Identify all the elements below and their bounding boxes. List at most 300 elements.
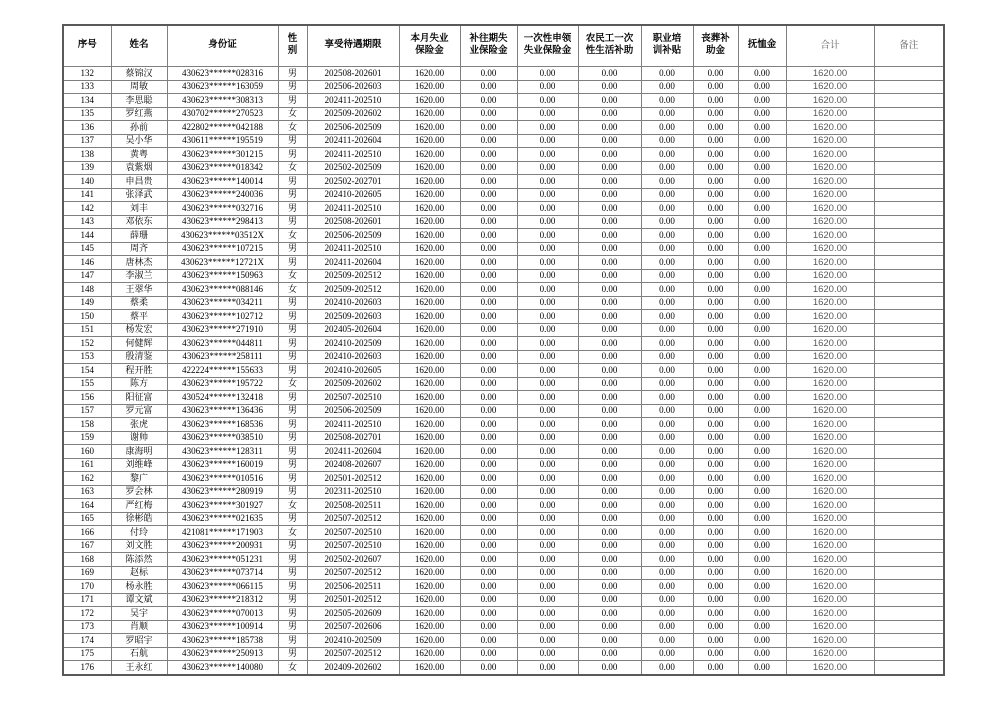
cell-total: 1620.00 [786,634,874,648]
cell-backpay: 0.00 [460,94,517,108]
cell-migrant: 0.00 [578,607,641,621]
cell-id: 422802******042188 [167,121,278,135]
cell-period: 202509-202512 [307,283,399,297]
cell-gender: 男 [278,337,307,351]
column-header-gender: 性 别 [278,25,307,67]
cell-monthly: 1620.00 [399,485,460,499]
cell-index: 162 [63,472,111,486]
cell-remark [874,80,944,94]
cell-migrant: 0.00 [578,566,641,580]
cell-period: 202501-202512 [307,593,399,607]
cell-total: 1620.00 [786,121,874,135]
table-row [63,121,944,135]
cell-name: 刘维峰 [111,458,167,472]
table-row [63,229,944,243]
cell-onetime: 0.00 [517,269,578,283]
cell-training: 0.00 [641,634,693,648]
cell-backpay: 0.00 [460,202,517,216]
cell-period: 202410-202509 [307,634,399,648]
cell-period: 202411-202604 [307,134,399,148]
cell-name: 康海明 [111,445,167,459]
cell-training: 0.00 [641,431,693,445]
cell-gender: 男 [278,580,307,594]
cell-remark [874,148,944,162]
cell-gender: 女 [278,229,307,243]
cell-onetime: 0.00 [517,566,578,580]
cell-period: 202509-202512 [307,269,399,283]
cell-training: 0.00 [641,553,693,567]
cell-name: 刘文胜 [111,539,167,553]
cell-index: 174 [63,634,111,648]
cell-total: 1620.00 [786,661,874,675]
cell-migrant: 0.00 [578,256,641,270]
cell-remark [874,539,944,553]
cell-onetime: 0.00 [517,202,578,216]
cell-migrant: 0.00 [578,539,641,553]
cell-backpay: 0.00 [460,539,517,553]
cell-funeral: 0.00 [693,458,738,472]
cell-training: 0.00 [641,377,693,391]
cell-funeral: 0.00 [693,94,738,108]
cell-training: 0.00 [641,661,693,675]
cell-index: 153 [63,350,111,364]
cell-onetime: 0.00 [517,256,578,270]
cell-funeral: 0.00 [693,445,738,459]
cell-index: 154 [63,364,111,378]
cell-training: 0.00 [641,188,693,202]
column-header-onetime: 一次性申领 失业保险金 [517,25,578,67]
table-row [63,580,944,594]
cell-name: 王翠华 [111,283,167,297]
cell-remark [874,364,944,378]
cell-name: 申昌贵 [111,175,167,189]
cell-gender: 男 [278,215,307,229]
cell-remark [874,445,944,459]
cell-period: 202405-202604 [307,323,399,337]
cell-gender: 男 [278,67,307,81]
cell-funeral: 0.00 [693,499,738,513]
cell-gender: 男 [278,242,307,256]
cell-pension: 0.00 [738,499,786,513]
cell-funeral: 0.00 [693,539,738,553]
cell-name: 石航 [111,647,167,661]
table-row [63,256,944,270]
cell-index: 171 [63,593,111,607]
cell-name: 赵标 [111,566,167,580]
cell-training: 0.00 [641,107,693,121]
cell-funeral: 0.00 [693,364,738,378]
cell-name: 王永红 [111,661,167,675]
cell-training: 0.00 [641,593,693,607]
cell-monthly: 1620.00 [399,188,460,202]
cell-id: 422224******155633 [167,364,278,378]
cell-total: 1620.00 [786,323,874,337]
table-row [63,593,944,607]
cell-migrant: 0.00 [578,310,641,324]
cell-onetime: 0.00 [517,80,578,94]
column-header-training: 职业培 训补贴 [641,25,693,67]
cell-index: 172 [63,607,111,621]
cell-period: 202508-202601 [307,67,399,81]
cell-pension: 0.00 [738,310,786,324]
cell-pension: 0.00 [738,431,786,445]
cell-name: 李思聪 [111,94,167,108]
cell-index: 142 [63,202,111,216]
cell-total: 1620.00 [786,445,874,459]
cell-backpay: 0.00 [460,215,517,229]
cell-period: 202506-202509 [307,404,399,418]
cell-period: 202410-202603 [307,296,399,310]
cell-period: 202507-202510 [307,539,399,553]
cell-name: 邓依东 [111,215,167,229]
cell-id: 430623******136436 [167,404,278,418]
cell-monthly: 1620.00 [399,323,460,337]
table-row [63,485,944,499]
cell-id: 430623******200931 [167,539,278,553]
cell-pension: 0.00 [738,553,786,567]
cell-training: 0.00 [641,80,693,94]
cell-total: 1620.00 [786,512,874,526]
cell-name: 罗红燕 [111,107,167,121]
header-row [63,25,944,67]
cell-total: 1620.00 [786,539,874,553]
cell-index: 173 [63,620,111,634]
cell-id: 430623******301215 [167,148,278,162]
cell-name: 徐彬皓 [111,512,167,526]
cell-id: 430623******301927 [167,499,278,513]
cell-pension: 0.00 [738,593,786,607]
cell-pension: 0.00 [738,539,786,553]
cell-remark [874,121,944,135]
cell-onetime: 0.00 [517,107,578,121]
cell-index: 147 [63,269,111,283]
cell-monthly: 1620.00 [399,499,460,513]
cell-pension: 0.00 [738,566,786,580]
cell-onetime: 0.00 [517,391,578,405]
cell-monthly: 1620.00 [399,620,460,634]
cell-migrant: 0.00 [578,188,641,202]
cell-training: 0.00 [641,364,693,378]
cell-remark [874,634,944,648]
cell-onetime: 0.00 [517,215,578,229]
cell-total: 1620.00 [786,391,874,405]
cell-monthly: 1620.00 [399,242,460,256]
column-header-name: 姓名 [111,25,167,67]
cell-name: 唐林杰 [111,256,167,270]
cell-remark [874,526,944,540]
cell-index: 148 [63,283,111,297]
cell-index: 167 [63,539,111,553]
cell-backpay: 0.00 [460,229,517,243]
table-row [63,458,944,472]
cell-remark [874,269,944,283]
cell-funeral: 0.00 [693,593,738,607]
table-row [63,418,944,432]
column-header-index: 序号 [63,25,111,67]
cell-funeral: 0.00 [693,512,738,526]
cell-id: 430702******270523 [167,107,278,121]
cell-funeral: 0.00 [693,580,738,594]
cell-total: 1620.00 [786,296,874,310]
cell-monthly: 1620.00 [399,458,460,472]
cell-name: 孙前 [111,121,167,135]
cell-migrant: 0.00 [578,107,641,121]
cell-backpay: 0.00 [460,458,517,472]
cell-training: 0.00 [641,283,693,297]
cell-onetime: 0.00 [517,553,578,567]
cell-total: 1620.00 [786,553,874,567]
cell-index: 165 [63,512,111,526]
cell-backpay: 0.00 [460,175,517,189]
cell-index: 160 [63,445,111,459]
cell-index: 143 [63,215,111,229]
cell-name: 张泽武 [111,188,167,202]
cell-total: 1620.00 [786,202,874,216]
cell-period: 202509-202602 [307,377,399,391]
cell-backpay: 0.00 [460,269,517,283]
table-row [63,364,944,378]
cell-onetime: 0.00 [517,377,578,391]
cell-funeral: 0.00 [693,620,738,634]
cell-remark [874,512,944,526]
cell-pension: 0.00 [738,485,786,499]
cell-name: 陈方 [111,377,167,391]
cell-backpay: 0.00 [460,256,517,270]
table-row [63,512,944,526]
cell-remark [874,499,944,513]
cell-training: 0.00 [641,229,693,243]
cell-onetime: 0.00 [517,175,578,189]
cell-period: 202506-202603 [307,80,399,94]
cell-total: 1620.00 [786,499,874,513]
cell-funeral: 0.00 [693,391,738,405]
cell-onetime: 0.00 [517,472,578,486]
cell-remark [874,661,944,675]
cell-backpay: 0.00 [460,431,517,445]
cell-total: 1620.00 [786,283,874,297]
cell-training: 0.00 [641,161,693,175]
cell-migrant: 0.00 [578,485,641,499]
cell-name: 吴宇 [111,607,167,621]
cell-remark [874,256,944,270]
cell-name: 谢帅 [111,431,167,445]
cell-index: 161 [63,458,111,472]
cell-gender: 女 [278,661,307,675]
cell-id: 430623******271910 [167,323,278,337]
cell-pension: 0.00 [738,121,786,135]
cell-onetime: 0.00 [517,647,578,661]
cell-onetime: 0.00 [517,67,578,81]
cell-gender: 男 [278,94,307,108]
cell-backpay: 0.00 [460,188,517,202]
cell-backpay: 0.00 [460,391,517,405]
cell-remark [874,242,944,256]
cell-onetime: 0.00 [517,607,578,621]
cell-backpay: 0.00 [460,472,517,486]
cell-funeral: 0.00 [693,148,738,162]
table-row [63,377,944,391]
cell-gender: 男 [278,431,307,445]
cell-total: 1620.00 [786,310,874,324]
cell-id: 430623******044811 [167,337,278,351]
cell-gender: 男 [278,593,307,607]
cell-pension: 0.00 [738,620,786,634]
cell-index: 150 [63,310,111,324]
cell-pension: 0.00 [738,188,786,202]
table-row [63,607,944,621]
cell-gender: 男 [278,350,307,364]
cell-backpay: 0.00 [460,485,517,499]
cell-onetime: 0.00 [517,458,578,472]
cell-period: 202507-202510 [307,526,399,540]
cell-training: 0.00 [641,337,693,351]
cell-monthly: 1620.00 [399,647,460,661]
table-row [63,283,944,297]
cell-funeral: 0.00 [693,607,738,621]
cell-backpay: 0.00 [460,364,517,378]
cell-onetime: 0.00 [517,445,578,459]
cell-monthly: 1620.00 [399,445,460,459]
cell-name: 罗昭宇 [111,634,167,648]
cell-index: 136 [63,121,111,135]
cell-migrant: 0.00 [578,580,641,594]
cell-funeral: 0.00 [693,634,738,648]
cell-backpay: 0.00 [460,512,517,526]
cell-index: 175 [63,647,111,661]
cell-name: 罗会林 [111,485,167,499]
cell-funeral: 0.00 [693,80,738,94]
cell-total: 1620.00 [786,364,874,378]
cell-monthly: 1620.00 [399,310,460,324]
cell-migrant: 0.00 [578,620,641,634]
cell-monthly: 1620.00 [399,391,460,405]
cell-pension: 0.00 [738,148,786,162]
cell-name: 程开胜 [111,364,167,378]
cell-remark [874,134,944,148]
cell-pension: 0.00 [738,323,786,337]
cell-period: 202410-202605 [307,188,399,202]
cell-name: 蔡锦汉 [111,67,167,81]
cell-index: 144 [63,229,111,243]
cell-onetime: 0.00 [517,94,578,108]
cell-funeral: 0.00 [693,404,738,418]
cell-onetime: 0.00 [517,539,578,553]
cell-pension: 0.00 [738,242,786,256]
cell-migrant: 0.00 [578,94,641,108]
cell-total: 1620.00 [786,593,874,607]
cell-monthly: 1620.00 [399,337,460,351]
cell-gender: 男 [278,485,307,499]
cell-training: 0.00 [641,256,693,270]
cell-remark [874,296,944,310]
cell-migrant: 0.00 [578,364,641,378]
cell-period: 202408-202607 [307,458,399,472]
cell-monthly: 1620.00 [399,67,460,81]
cell-onetime: 0.00 [517,134,578,148]
cell-pension: 0.00 [738,283,786,297]
cell-pension: 0.00 [738,337,786,351]
table-row [63,539,944,553]
cell-id: 430524******132418 [167,391,278,405]
cell-total: 1620.00 [786,148,874,162]
cell-migrant: 0.00 [578,202,641,216]
cell-remark [874,431,944,445]
cell-period: 202410-202603 [307,350,399,364]
cell-training: 0.00 [641,472,693,486]
cell-migrant: 0.00 [578,458,641,472]
cell-funeral: 0.00 [693,472,738,486]
cell-gender: 男 [278,80,307,94]
cell-total: 1620.00 [786,485,874,499]
table-row [63,445,944,459]
cell-id: 430623******218312 [167,593,278,607]
cell-onetime: 0.00 [517,499,578,513]
cell-monthly: 1620.00 [399,566,460,580]
cell-remark [874,472,944,486]
cell-gender: 男 [278,539,307,553]
cell-index: 138 [63,148,111,162]
table-row [63,310,944,324]
cell-migrant: 0.00 [578,350,641,364]
cell-gender: 男 [278,296,307,310]
cell-name: 薛珊 [111,229,167,243]
cell-name: 杨永胜 [111,580,167,594]
table-row [63,202,944,216]
cell-monthly: 1620.00 [399,539,460,553]
cell-onetime: 0.00 [517,242,578,256]
cell-total: 1620.00 [786,229,874,243]
table-row [63,391,944,405]
cell-id: 430611******195519 [167,134,278,148]
cell-total: 1620.00 [786,188,874,202]
cell-onetime: 0.00 [517,485,578,499]
cell-total: 1620.00 [786,215,874,229]
cell-period: 202411-202604 [307,445,399,459]
cell-backpay: 0.00 [460,620,517,634]
cell-funeral: 0.00 [693,121,738,135]
cell-index: 149 [63,296,111,310]
cell-gender: 男 [278,256,307,270]
cell-monthly: 1620.00 [399,661,460,675]
cell-backpay: 0.00 [460,553,517,567]
cell-migrant: 0.00 [578,215,641,229]
cell-gender: 男 [278,148,307,162]
cell-monthly: 1620.00 [399,364,460,378]
cell-migrant: 0.00 [578,67,641,81]
table-row [63,161,944,175]
cell-gender: 男 [278,647,307,661]
cell-migrant: 0.00 [578,445,641,459]
cell-training: 0.00 [641,242,693,256]
cell-total: 1620.00 [786,580,874,594]
cell-pension: 0.00 [738,661,786,675]
cell-gender: 男 [278,188,307,202]
cell-id: 430623******034211 [167,296,278,310]
cell-onetime: 0.00 [517,337,578,351]
cell-total: 1620.00 [786,67,874,81]
cell-migrant: 0.00 [578,377,641,391]
cell-training: 0.00 [641,350,693,364]
cell-pension: 0.00 [738,80,786,94]
table-body [63,67,944,675]
cell-gender: 男 [278,620,307,634]
cell-total: 1620.00 [786,94,874,108]
cell-period: 202509-202602 [307,107,399,121]
cell-onetime: 0.00 [517,431,578,445]
cell-training: 0.00 [641,607,693,621]
cell-backpay: 0.00 [460,566,517,580]
cell-training: 0.00 [641,499,693,513]
